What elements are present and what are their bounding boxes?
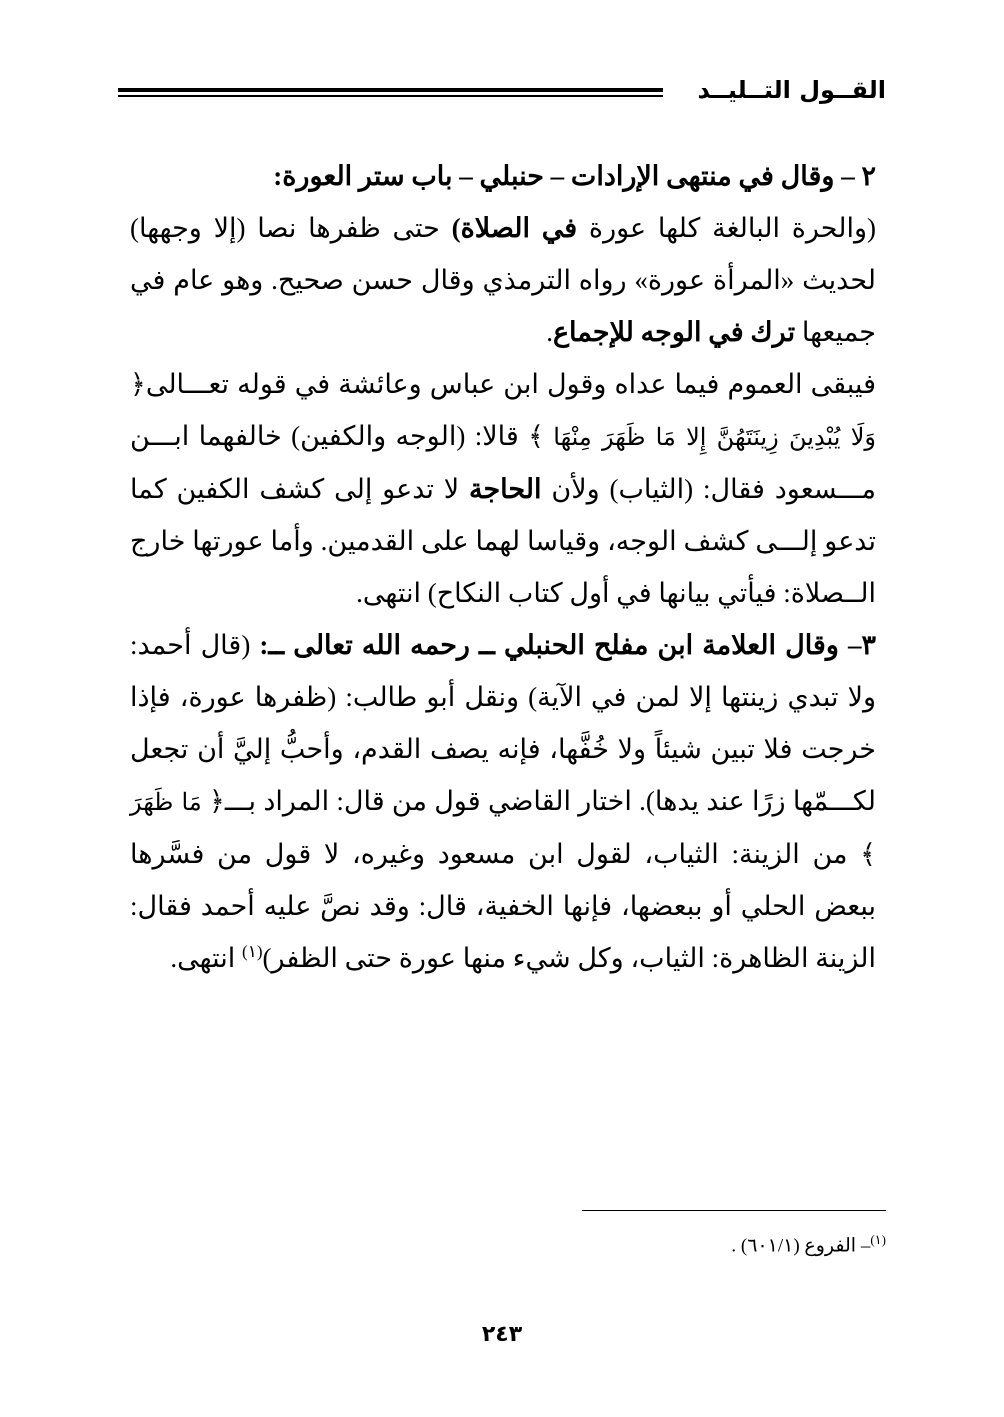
footnote-text: – الفروع (٦٠١/١) . bbox=[731, 1235, 871, 1257]
paragraph-hurra bbox=[130, 202, 876, 358]
header-title: القــول التــليــد bbox=[697, 76, 886, 104]
page-number: ٢٤٣ bbox=[481, 1322, 523, 1347]
text-span: فيبقى العموم فيما عداه وقول ابن عباس وعائشة في قوله تعـــالى﴿ bbox=[130, 369, 876, 399]
bold-span: الحاجة bbox=[468, 474, 542, 504]
quran-verse: وَلَا يُبْدِينَ زِينَتَهُنَّ إِلا مَا ظَهَرَ مِنْهَا bbox=[553, 423, 876, 451]
footnote bbox=[731, 1232, 886, 1257]
section-heading-3: ٣– وقال العلامة ابن مفلح الحنبلي ــ رحمه الله تعالى ــ: bbox=[259, 630, 876, 660]
bold-span: في الصلاة) bbox=[451, 213, 578, 243]
text-span: انتهى. bbox=[170, 943, 243, 973]
text-span: ﴾ قالا: (الوجه والكفين) خالفهما ابـــن مـــسعود فقال: (الثياب) ولأن bbox=[130, 421, 876, 504]
footnote-reference[interactable]: (١) bbox=[242, 942, 263, 961]
running-header bbox=[118, 70, 886, 110]
text-span: لا تدعو إلى كشف الكفين كما تدعو إلـــى كشف الوجه، وقياسا لهما على القدمين. وأما عورتها خارج الــصلاة: فيأتي بيانها في أول كتاب النكاح) انتهى. bbox=[130, 474, 876, 608]
main-text bbox=[130, 150, 876, 984]
footnote-marker: (١) bbox=[870, 1232, 886, 1247]
text-span: حتى ظفرها نصا (إلا وجهها) لحديث «المرأة عورة» رواه الترمذي وقال حسن صحيح. وهو عام في جميعها bbox=[130, 213, 876, 347]
section-heading-2: ٢ – وقال في منتهى الإرادات – حنبلي – باب ستر العورة: bbox=[273, 161, 876, 191]
bold-span: ترك في الوجه للإجماع bbox=[552, 317, 796, 347]
paragraph-umum bbox=[130, 358, 876, 619]
quran-verse: مَا ظَهَرَ bbox=[130, 788, 202, 816]
footnote-separator bbox=[582, 1210, 886, 1211]
paragraph-ibn-muflih bbox=[130, 619, 876, 984]
text-span: . bbox=[546, 317, 553, 347]
text-span: (والحرة البالغة كلها عورة bbox=[577, 213, 876, 243]
text-span: (قال أحمد: ولا تبدي زينتها إلا لمن في الآية) ونقل أبو طالب: (ظفرها عورة، فإذا خرجت فلا تبين شيئاً ولا خُفَّها، فإنه يصف القدم، وأحبُّ إليَّ أن تجعل لكـــمّها زرًا عند يدها). اختار القاضي قول من قال: المراد بـــ﴿ bbox=[130, 630, 877, 816]
header-rule bbox=[118, 88, 663, 97]
text-span: ﴾ من الزينة: الثياب، لقول ابن مسعود وغيره، لا قول من فسَّرها ببعض الحلي أو ببعضها، فإنها الخفية، قال: وقد نصَّ عليه أحمد فقال: الزينة الظاهرة: الثياب، وكل شيء منها عورة حتى الظفر) bbox=[130, 839, 876, 973]
